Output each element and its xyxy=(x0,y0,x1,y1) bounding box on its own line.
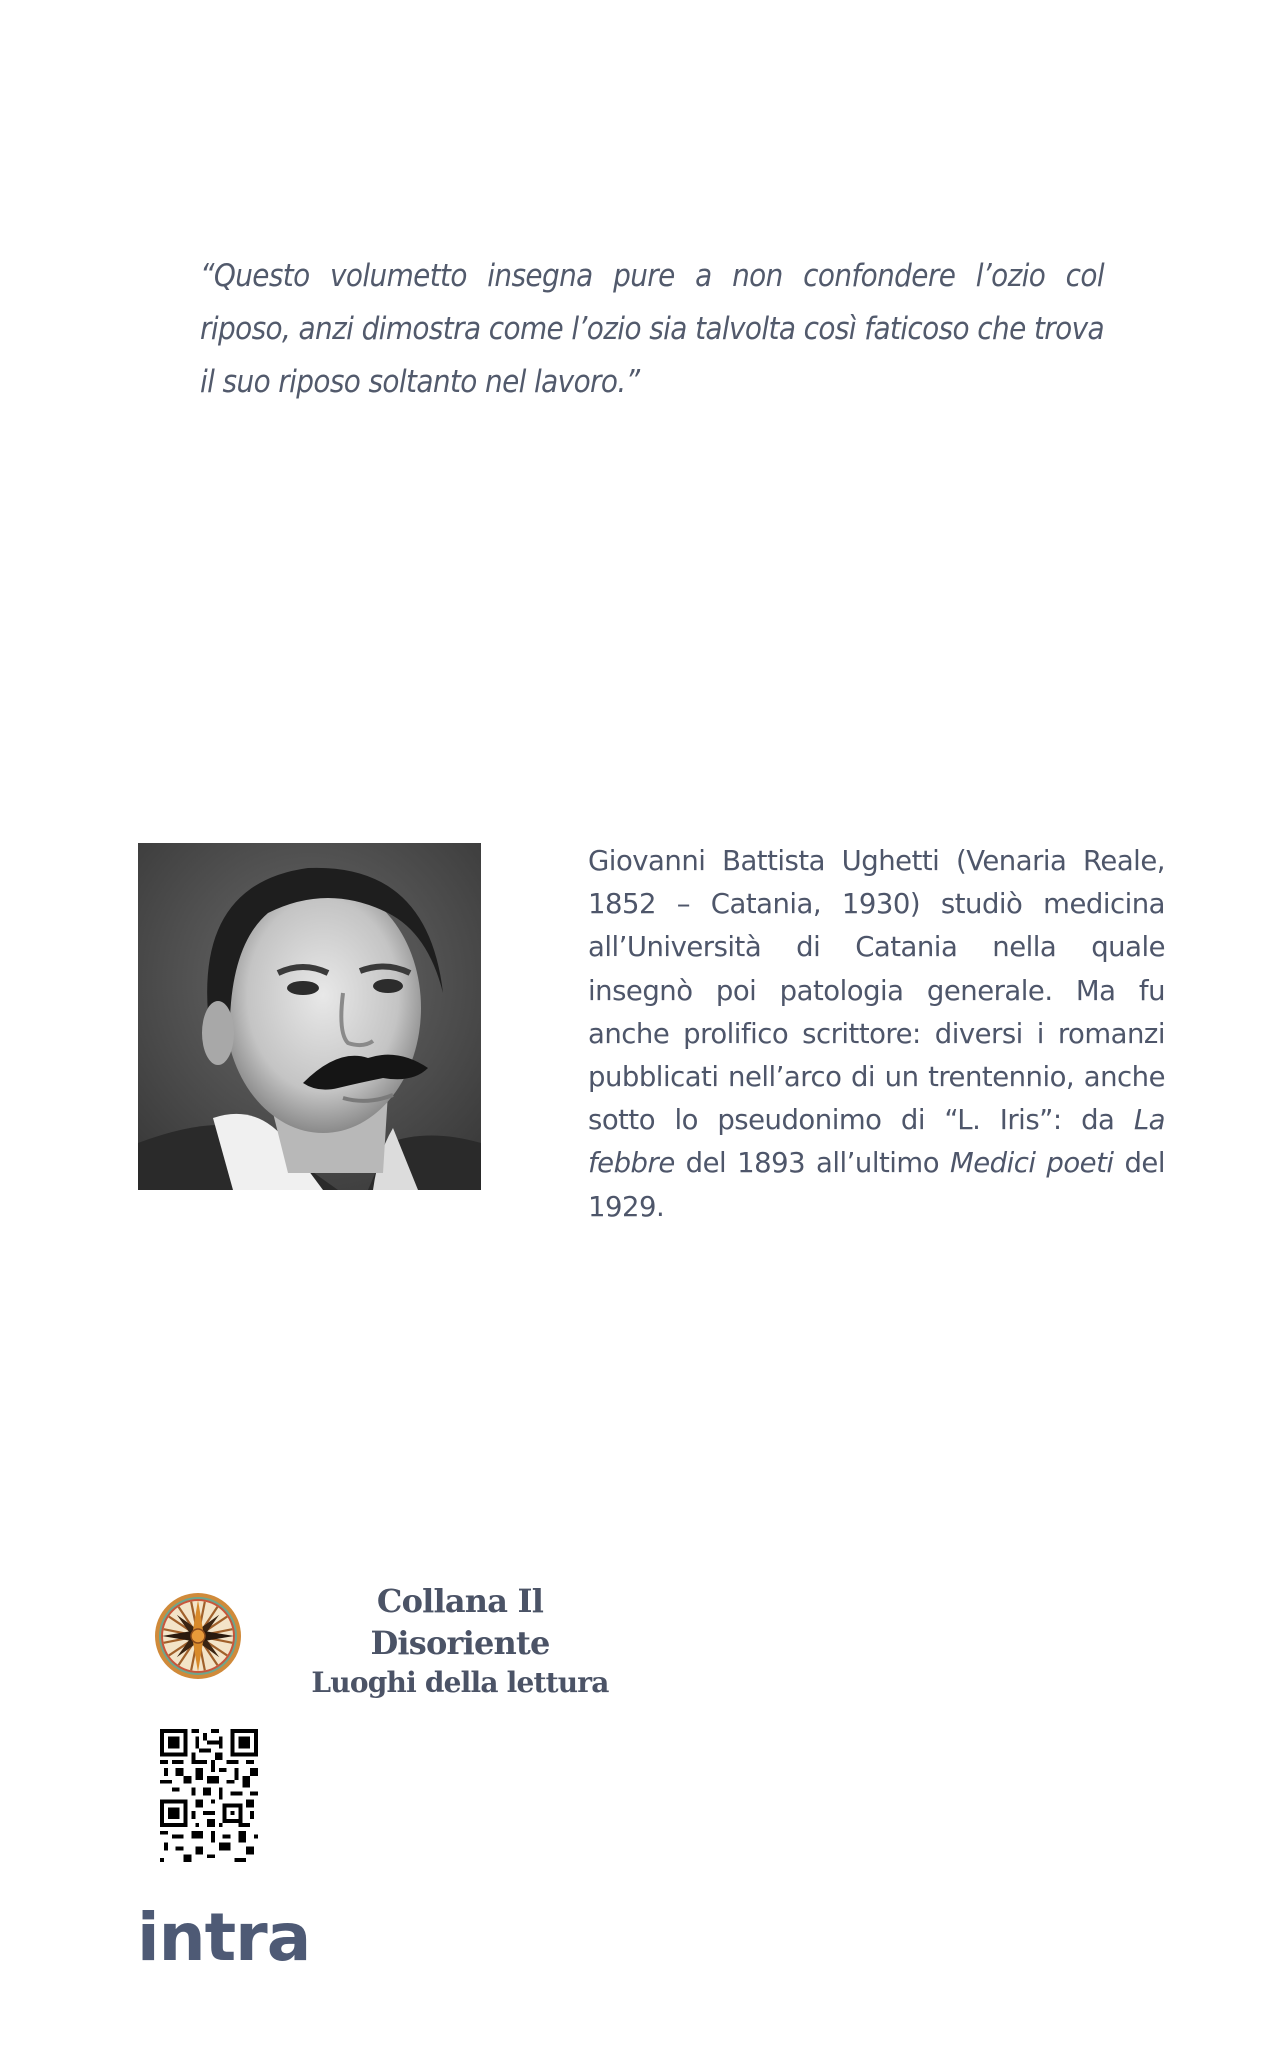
series-subtitle: Luoghi della lettura xyxy=(311,1666,609,1699)
publisher-logo: intra xyxy=(137,1899,311,1976)
author-portrait-image xyxy=(138,843,481,1190)
qr-code-icon[interactable] xyxy=(160,1728,258,1863)
bio-text: Giovanni Battista Ughetti (Venaria Reale, 1852 – Catania, 1930) studiò medicina all’Università di Catania nella quale insegnò poi patologia generale. Ma fu anche prolifico scrittore: diversi i romanzi pubblicati nell’arco di un trentennio, anche sotto lo pseudonimo di “L. Iris”: da xyxy=(588,845,1165,1137)
compass-rose-icon xyxy=(154,1592,242,1680)
back-cover-quote: “Questo volumetto insegna pure a non confondere l’ozio col riposo, anzi dimostra come l’ozio sia talvolta così faticoso che trova il suo riposo soltanto nel lavoro.” xyxy=(200,258,1104,400)
bio-text: del 1929. xyxy=(588,1147,1165,1223)
series-branding xyxy=(290,1580,630,1702)
series-title: Collana Il Disoriente xyxy=(370,1582,550,1662)
book-title-la-febbre: La febbre xyxy=(588,1104,1165,1180)
book-title-medici-poeti: Medici poeti xyxy=(949,1147,1114,1180)
author-photo xyxy=(138,843,481,1190)
bio-text: del 1893 all’ultimo xyxy=(674,1147,950,1180)
author-bio xyxy=(588,840,1165,1229)
